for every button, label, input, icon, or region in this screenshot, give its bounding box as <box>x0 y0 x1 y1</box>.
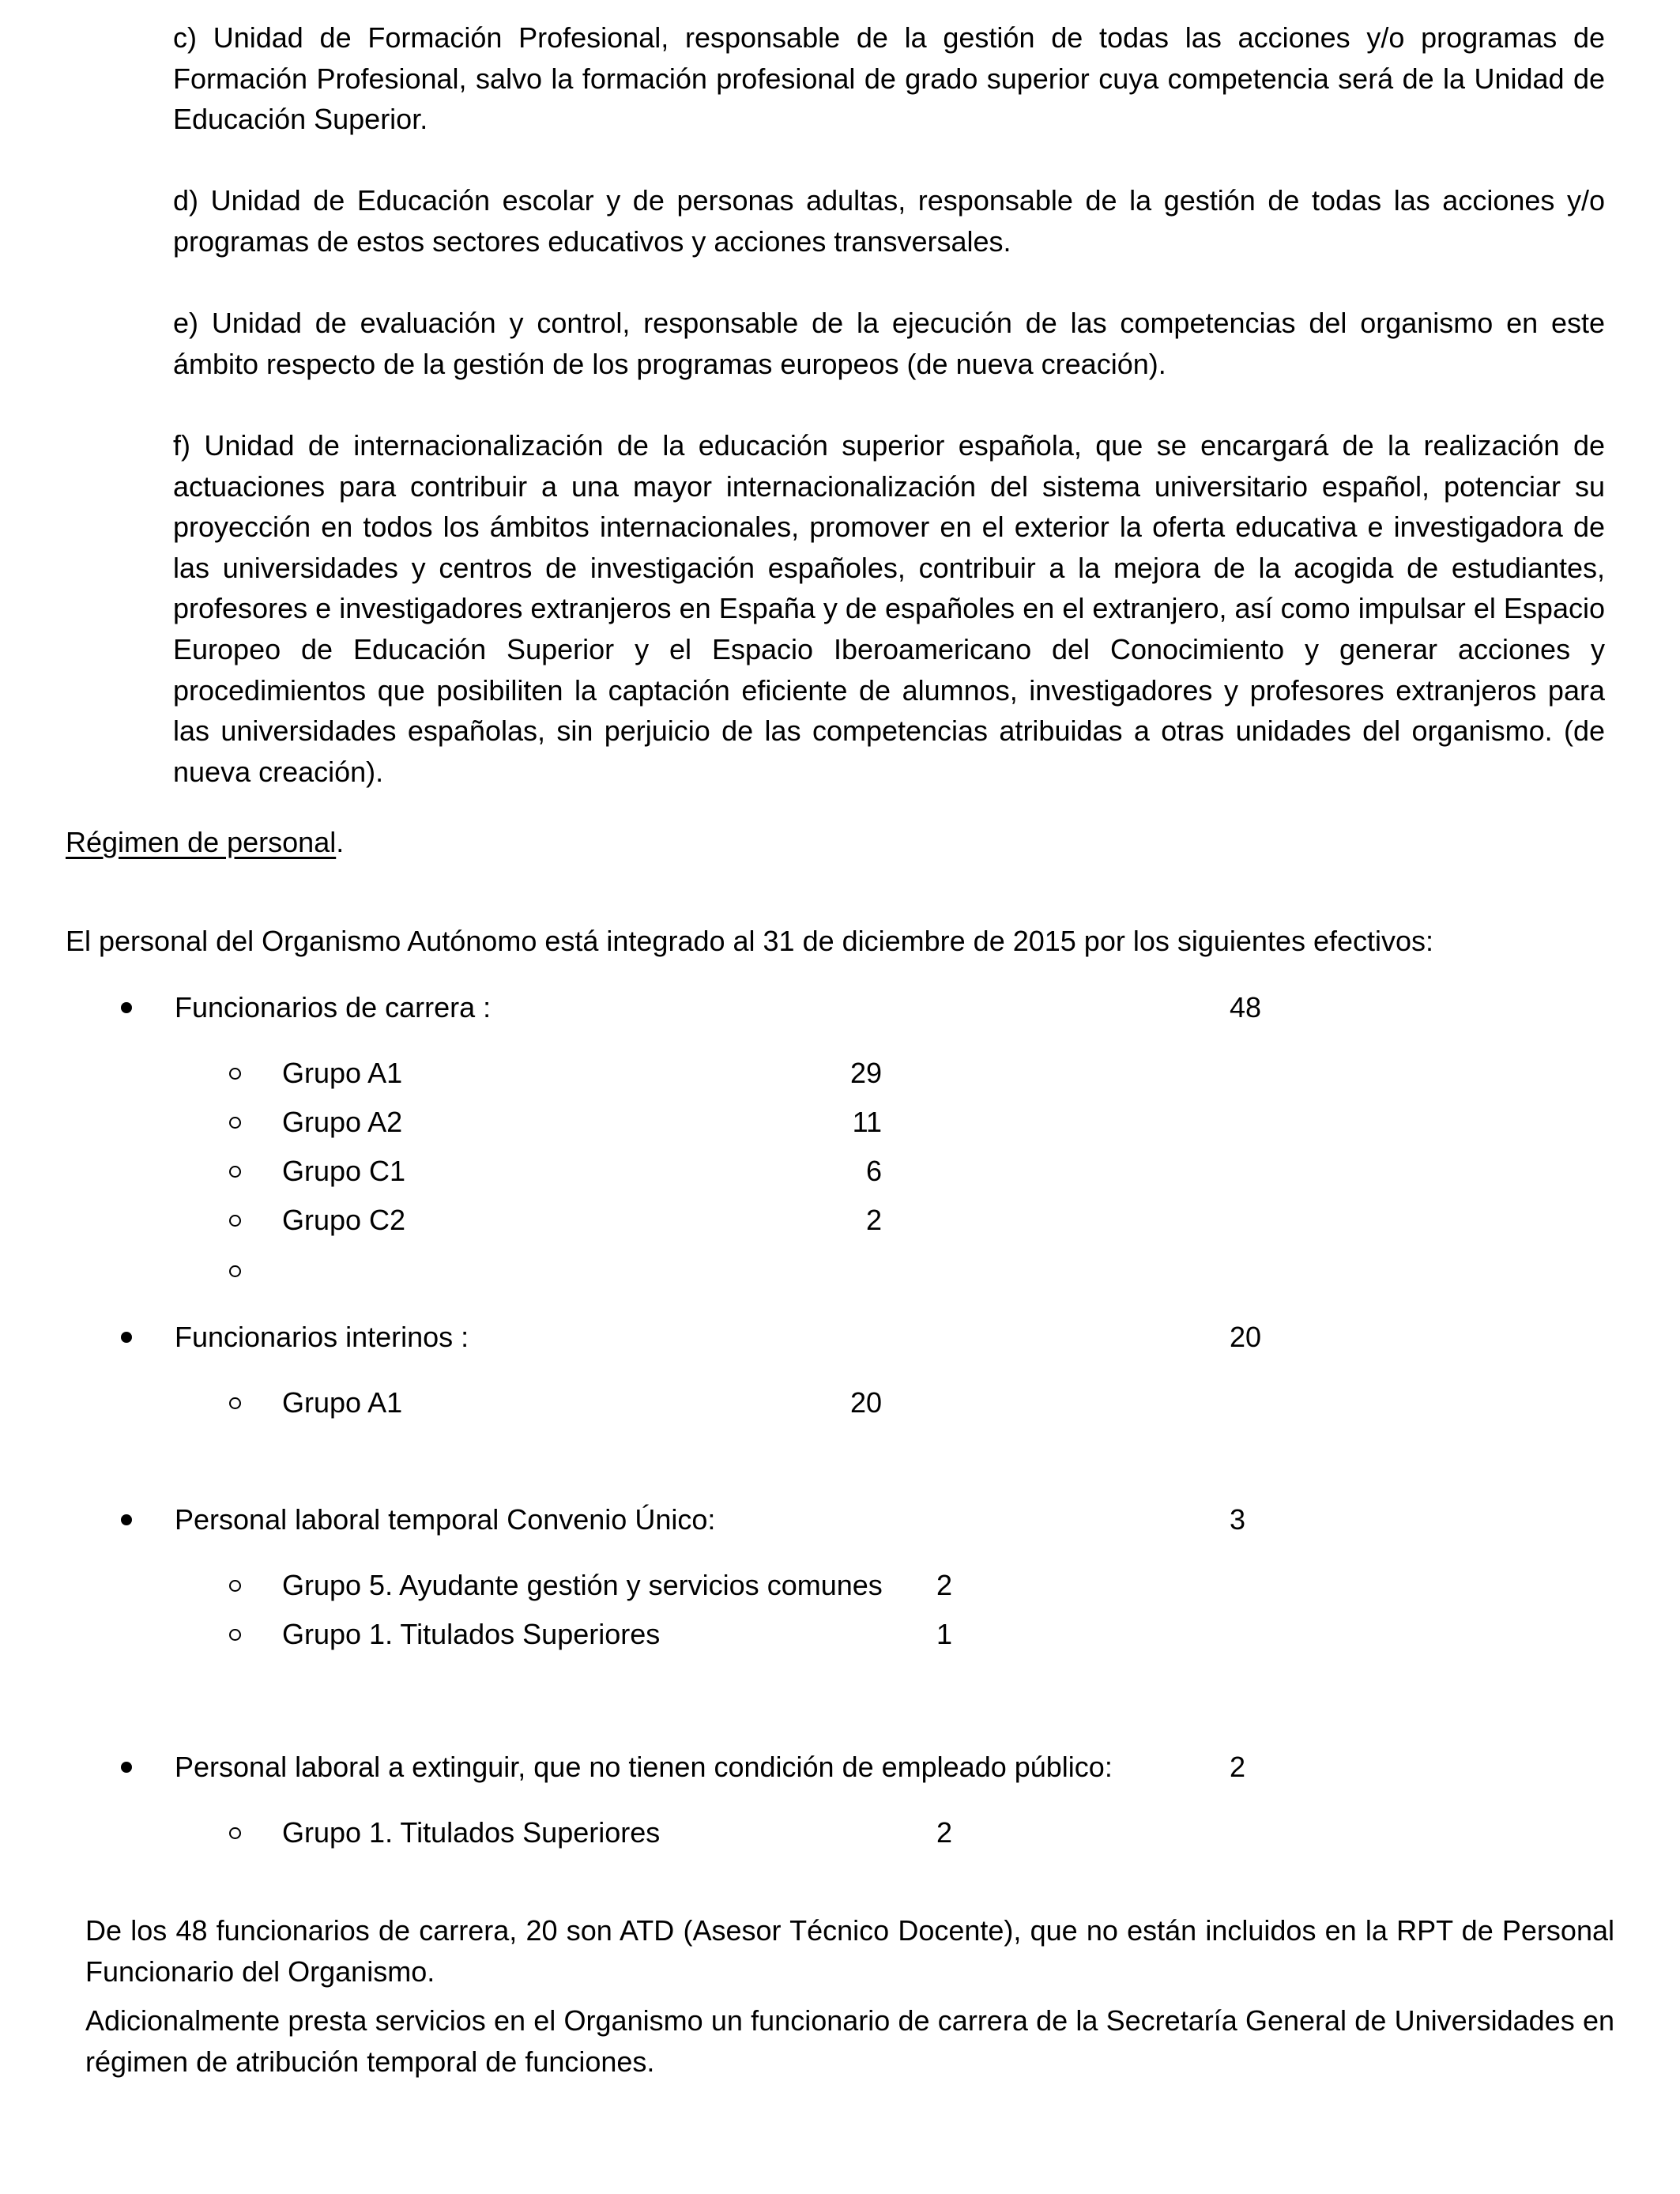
staff-subgroup-label: Grupo 1. Titulados Superiores <box>282 1618 661 1650</box>
section-heading-underlined: Régimen de personal <box>66 826 337 858</box>
bullet-icon <box>121 1762 132 1773</box>
circle-bullet-icon <box>229 1166 241 1178</box>
bullet-icon <box>121 1332 132 1343</box>
staff-intro: El personal del Organismo Autónomo está integrado al 31 de diciembre de 2015 por los siguientes efectivos: <box>66 925 1434 957</box>
circle-bullet-icon <box>229 1215 241 1227</box>
paragraph-unit-f: f) Unidad de internacionalización de la educación superior española, que se encargará de la realización de actuaciones para contribuir a una mayor internacionalización del sistema universitario español, potenciar su proyección en todos los ámbitos internacionales, promover en el exterior la oferta educativa e investigadora de las universidades y centros de investigación españoles, contribuir a la mejora de la acogida de estudiantes, profesores e investigadores extranjeros en España y de españoles en el extranjero, así como impulsar el Espacio Europeo de Educación Superior y el Espacio Iberoamericano del Conocimiento y generar acciones y procedimientos que posibiliten la captación eficiente de alumnos, investigadores y profesores extranjeros para las universidades españolas, sin perjuicio de las competencias atribuidas a otras unidades del organismo. (de nueva creación). <box>173 429 1605 788</box>
staff-subgroup-value: 11 <box>852 1106 882 1138</box>
staff-group-total: 48 <box>1230 991 1262 1023</box>
staff-group-total: 2 <box>1230 1751 1246 1783</box>
staff-group-label: Personal laboral a extinguir, que no tienen condición de empleado público: <box>175 1751 1113 1783</box>
circle-bullet-icon <box>229 1265 241 1277</box>
staff-subgroup-label: Grupo C1 <box>282 1155 406 1187</box>
staff-group-total: 20 <box>1230 1321 1262 1353</box>
circle-bullet-icon <box>229 1580 241 1592</box>
circle-bullet-icon <box>229 1068 241 1080</box>
circle-bullet-icon <box>229 1117 241 1129</box>
section-heading <box>66 822 344 862</box>
staff-group-label: Personal laboral temporal Convenio Único: <box>175 1503 716 1536</box>
staff-subgroup-value: 6 <box>865 1155 882 1187</box>
circle-bullet-icon <box>229 1827 241 1839</box>
staff-subgroup-value: 20 <box>849 1386 882 1419</box>
closing-paragraph-atd: De los 48 funcionarios de carrera, 20 son ATD (Asesor Técnico Docente), que no están incluidos en la RPT de Personal Funcionario del Organismo. <box>85 1914 1614 1988</box>
staff-subgroup-label: Grupo 5. Ayudante gestión y servicios comunes <box>282 1569 883 1601</box>
staff-subgroup-value: 2 <box>865 1204 882 1236</box>
staff-subgroup-label: Grupo A1 <box>282 1386 403 1419</box>
staff-subgroup-value: 2 <box>936 1569 953 1601</box>
staff-subgroup-label: Grupo A2 <box>282 1106 403 1138</box>
staff-subgroup-label: Grupo C2 <box>282 1204 406 1236</box>
circle-bullet-icon <box>229 1629 241 1641</box>
paragraph-unit-e: e) Unidad de evaluación y control, responsable de la ejecución de las competencias del organismo en este ámbito respecto de la gestión de los programas europeos (de nueva creación). <box>173 307 1605 380</box>
bullet-icon <box>121 1514 132 1525</box>
section-heading-tail: . <box>336 826 345 858</box>
circle-bullet-icon <box>229 1397 241 1409</box>
staff-subgroup-value: 1 <box>936 1618 953 1650</box>
staff-group-total: 3 <box>1230 1503 1246 1536</box>
staff-subgroup-value: 29 <box>849 1057 882 1089</box>
paragraph-unit-d: d) Unidad de Educación escolar y de personas adultas, responsable de la gestión de todas las acciones y/o programas de estos sectores educativos y acciones transversales. <box>173 184 1605 258</box>
bullet-icon <box>121 1002 132 1013</box>
paragraph-unit-c: c) Unidad de Formación Profesional, responsable de la gestión de todas las acciones y/o programas de Formación Profesional, salvo la formación profesional de grado superior cuya competencia será de la Unidad de Educación Superior. <box>173 21 1605 136</box>
staff-subgroup-label: Grupo A1 <box>282 1057 403 1089</box>
staff-subgroup-label: Grupo 1. Titulados Superiores <box>282 1816 661 1849</box>
closing-paragraph-additional: Adicionalmente presta servicios en el Organismo un funcionario de carrera de la Secretaría General de Universidades en régimen de atribución temporal de funciones. <box>85 2004 1614 2078</box>
staff-group-label: Funcionarios de carrera : <box>175 991 492 1023</box>
staff-subgroup-value: 2 <box>936 1816 953 1849</box>
staff-group-label: Funcionarios interinos : <box>175 1321 469 1353</box>
